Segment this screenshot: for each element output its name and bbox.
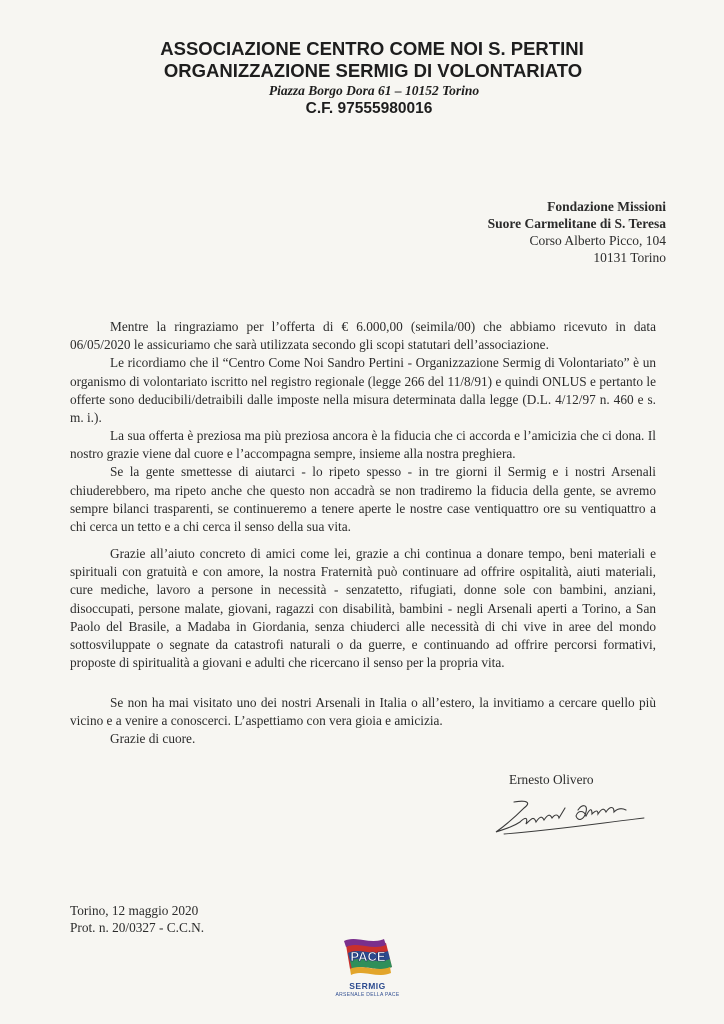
recipient-street: Corso Alberto Picco, 104 xyxy=(529,233,666,248)
paragraph-text: Se la gente smettesse di aiutarci - lo ripeto spesso - in tre giorni il Sermig e i nostri Arsenali chiuderebbero, ma ripeto anche che questo non accadrà se non tradiremo la fiducia della gente, se avremo sempre bilanci trasparenti, se continueremo a tenere aperte le nostre case ventiquattro ore su ventiquattro a chi cerca un tetto e a chi cerca il senso della sua vita. xyxy=(70,464,656,535)
signatory-name: Ernesto Olivero xyxy=(509,772,594,787)
letterhead-tax-code: C.F. 97555980016 xyxy=(305,100,433,117)
paragraph-text: Grazie di cuore. xyxy=(110,731,196,747)
recipient-city: 10131 Torino xyxy=(593,250,666,265)
paragraph-text: Le ricordiamo che il “Centro Come Noi Sandro Pertini - Organizzazione Sermig di Volontariato” è un organismo di volontariato iscritto nel registro regionale (legge 266 del 11/8/91) e quindi ONLUS e pertanto le offerte sono deducibili/detraibili dalle imposte nella misura determinata dalla legge (D.L. 4/12/97 n. 460 e s. m. i.). xyxy=(70,355,656,426)
paragraph-text: La sua offerta è preziosa ma più preziosa ancora è la fiducia che ci accorda e l’amicizia che ci dona. Il nostro grazie viene dal cuore e l’accompagna sempre, insieme alla nostra preghiera. xyxy=(70,428,656,462)
recipient-block xyxy=(488,198,666,266)
pace-flag-icon xyxy=(320,933,415,981)
paragraph-text: Mentre la ringraziamo per l’offerta di € 6.000,00 (seimila/00) che abbiamo ricevuto in data 06/05/2020 le assicuriamo che sarà utilizzata secondo gli scopi statutari dell’associazione. xyxy=(70,319,656,353)
logo-tagline: ARSENALE DELLA PACE xyxy=(335,992,400,998)
letterhead-association-name: ASSOCIAZIONE CENTRO COME NOI S. PERTINI xyxy=(160,38,584,59)
footer-block xyxy=(70,902,204,936)
logo-name: SERMIG xyxy=(349,981,386,991)
paragraph-gratitude: Grazie all’aiuto concreto di amici come lei, grazie a chi continua a donare tempo, beni materiali e spirituali con gratuità e con amore, la nostra Fraternità può continuare ad offrire ospitalità, aiuti materiali, cure mediche, lavoro a persone in necessità - senzatetto, rifugiati, donne sole con bambini, anziani, disoccupati, persone malate, giovani, ragazzi con disabilità, bambini - negli Arsenali aperti a Torino, a San Paolo del Brasile, a Madaba in Giordania, senza chiuderci alle necessità di chi vive in aree del mondo sottosviluppate o segnate da catastrofi naturali o da guerre, e continuando ad offrire percorsi formativi, proposte di spiritualità a giovani e adulti che ricercano il senso per la propria vita. xyxy=(70,546,656,671)
logo-word: PACE xyxy=(350,949,386,964)
paragraph-thanks xyxy=(70,318,656,427)
letterhead-address: Piazza Borgo Dora 61 – 10152 Torino xyxy=(268,83,480,98)
letterhead-organization-name: ORGANIZZAZIONE SERMIG DI VOLONTARIATO xyxy=(163,60,583,81)
paragraph-invitation xyxy=(70,694,656,749)
letter-date: Torino, 12 maggio 2020 xyxy=(70,903,199,918)
handwritten-signature xyxy=(474,792,674,840)
paragraph-text: Se non ha mai visitato uno dei nostri Arsenali in Italia o all’estero, la invitiamo a cercare quello più vicino e a venire a conoscerci. L’aspettiamo con vera gioia e amicizia. xyxy=(70,695,656,729)
recipient-name-2: Suore Carmelitane di S. Teresa xyxy=(487,216,666,231)
protocol-number: Prot. n. 20/0327 - C.C.N. xyxy=(70,920,205,935)
sermig-logo xyxy=(320,933,415,1013)
recipient-name-1: Fondazione Missioni xyxy=(547,199,666,214)
paragraph-trust xyxy=(70,427,656,536)
